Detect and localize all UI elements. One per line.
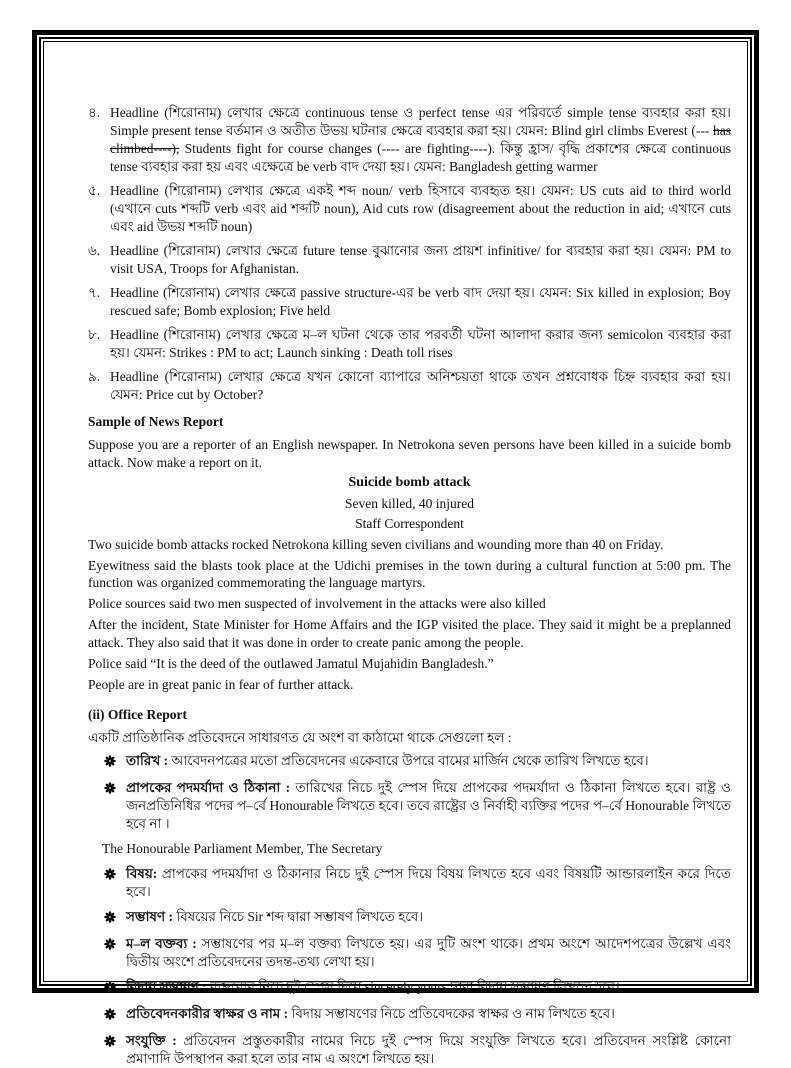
rule-text-segment: Headline (শিরোনাম) লেখার ক্ষেত্রে continuous tense ও perfect tense এর পরিবর্তে simple tense ব্যবহার করা হয়। Simple present tense বর্তমান ও অতীত উভয় ঘটনার ক্ষেত্রে ব্যবহার করা হয়। যেমন: Blind girl climbs Everest (--- [110,105,731,138]
news-title: Suicide bomb attack [348,475,471,490]
news-paragraph: After the incident, State Minister for Home Affairs and the IGP visited the place. They said it might be a preplanned attack. They also said that it was done in order to create panic among the people. [88,617,731,650]
rule-text-segment: Headline (শিরোনাম) লেখার ক্ষেত্রে future tense বুঝানোর জন্য প্রায়শ infinitive/ for ব্যবহার করা হয়। যেমন: PM to visit USA, Troops for Afghanistan. [110,243,731,276]
bullet-body-text: প্রাপকের পদমর্যাদা ও ঠিকানার নিচে দুই স্পেস দিয়ে বিষয় লিখতে হবে এবং বিষয়টি আন্ডারলাইন করে দিতে হবে। [126,866,731,899]
bullet-text [126,978,731,998]
rule-text [110,368,731,404]
rule-item [88,284,731,320]
rule-number: ৬. [88,243,101,258]
news-paragraph: Two suicide bomb attacks rocked Netrokona killing seven civilians and wounding more than 40 on Friday. [88,536,664,552]
news-paragraphs [88,536,731,694]
flower-icon [104,908,126,928]
office-report-heading: (ii) Office Report [88,707,187,722]
bullet-body-text: সম্ভাষণের পর ম–ল বক্তব্য লিখতে হয়। এর দুটি অংশ থাকে। প্রথম অংশে আদেশপত্রের উল্লেখ এবং দ্বিতীয় অংশে প্রতিবেদনের তদন্ত-তথ্য লেখা হয়। [126,936,731,969]
flower-icon [104,978,126,998]
rule-text-segment: Students fight for course changes (---- are fighting----). কিন্তু হ্রাস/ বৃদ্ধি প্রকাশের ক্ষেত্রে continuous tense ব্যবহার করা হয় এবং এক্ষেত্রে be verb বাদ দেয়া হয়। যেমন: Bangladesh getting warmer [110,141,731,174]
rule-text-segment: Headline (শিরোনাম) লেখার ক্ষেত্রে ম–ল ঘটনা থেকে তার পরবর্তী ঘটনা আলাদা করার জন্য semicolon ব্যবহার করা হয়। যেমন: Strikes : PM to act; Launch sinking : Death toll rises [110,327,731,360]
flower-icon [104,752,126,772]
rule-number: ৪. [88,105,101,120]
rule-text [110,104,731,176]
bullet-body-text: বিষয়ের নিচে Sir শব্দ দ্বারা সম্ভাষণ লিখতে হবে। [172,909,424,924]
page-border-outer [32,30,759,1066]
bullet-body-text: তারিখের নিচে দুই স্পেস দিয়ে প্রাপকের পদমর্যাদা ও ঠিকানা লিখতে হবে। রাষ্ট্র ও জনপ্রতিনিধির পদের প–র্বে Honourable লিখতে হবে। তবে রাষ্ট্রের ও নির্বাহী ব্যক্তির পদের প–র্বে Honourable লিখতে হবে না । [126,780,731,831]
bullet-label: প্রতিবেদনকারীর স্বাক্ষর ও নাম : [126,1006,289,1021]
bullet-label: সংযুক্তি : [126,1033,177,1048]
flower-icon [104,779,126,833]
news-report-heading: Sample of News Report [88,414,224,429]
bullet-text [126,752,731,772]
rule-number: ৫. [88,183,101,198]
headline-rules-list [88,104,731,404]
flower-icon [104,1032,126,1068]
news-report-intro: Suppose you are a reporter of an English newspaper. In Netrokona seven persons have been killed in a suicide bomb attack. Now make a report on it. [88,437,731,470]
rule-text-segment: has climbed----), [110,123,731,156]
rule-number: ৯. [88,369,101,384]
rule-item [88,182,731,236]
news-paragraph: Police sources said two men suspected of involvement in the attacks were also killed [88,596,546,611]
rule-item [88,104,731,176]
news-paragraph: People are in great panic in fear of further attack. [88,676,354,692]
bullet-body-text: প্রতিবেদন প্রস্তুতকারীর নামের নিচে দুই স্পেস দিয়ে সংযুক্তি লিখতে হবে। প্রতিবেদন সংশ্লিষ্ট কোনো প্রমাণাদি উপস্থাপন করা হলে তার নাম এ অংশে লিখতে হয়। [126,1033,731,1066]
rule-number: ৭. [88,285,101,300]
rule-text [110,242,731,278]
office-bullet-item [104,779,731,833]
page-border-middle [39,37,752,1066]
bullet-text [126,779,731,833]
office-bullet-item [104,935,731,971]
page-content [44,42,747,1068]
office-bullet-item [104,1032,731,1068]
office-bullets-top [88,752,731,833]
rule-number: ৮. [88,327,101,342]
bullet-text [126,908,731,928]
bullet-text [126,865,731,901]
office-bullet-item [104,908,731,928]
office-bullets-bottom [88,865,731,1068]
bullet-label: ম–ল বক্তব্য : [126,936,197,951]
office-address-line: The Honourable Parliament Member, The Secretary [102,841,383,856]
office-report-intro: একটি প্রাতিষ্ঠানিক প্রতিবেদনে সাধারণত যে অংশ বা কাঠামো থাকে সেগুলো হল : [88,730,512,745]
bullet-text [126,935,731,971]
rule-item [88,242,731,278]
flower-icon [104,1005,126,1025]
bullet-label: তারিখ : [126,753,169,768]
office-bullet-item [104,752,731,772]
office-bullet-item [104,978,731,998]
flower-icon [104,935,126,971]
rule-item [88,326,731,362]
office-bullet-item [104,865,731,901]
bullet-body-text: বক্তব্যের নিচে দুই স্পেস দিয়ে sincerely yours দ্বারা বিদায় সম্ভাষণ লিখতে হবে। [206,979,620,994]
rule-item [88,368,731,404]
bullet-body-text: আবেদনপত্রের মতো প্রতিবেদনের একেবারে উপরে বামের মার্জিন থেকে তারিখ লিখতে হবে। [168,753,649,768]
news-paragraph: Eyewitness said the blasts took place at the Udichi premises in the town during a cultural function at 5:00 pm. The function was organized commemorating the language martyrs. [88,557,731,590]
news-subtitle: Seven killed, 40 injured [345,495,474,511]
rule-text-segment: Headline (শিরোনাম) লেখার ক্ষেত্রে passive structure-এর be verb বাদ দেয়া হয়। যেমন: Six killed in explosion; Boy rescued safe; Bomb explosion; Five held [110,285,731,318]
rule-text-segment: Headline (শিরোনাম) লেখার ক্ষেত্রে যখন কোনো ব্যাপারে অনিশ্চয়তা থাকে তখন প্রশ্নবোধক চিহ্ন ব্যবহার করা হয়। যেমন: Price cut by October? [110,369,731,402]
rule-text-segment: Headline (শিরোনাম) লেখার ক্ষেত্রে একই শব্দ noun/ verb হিসাবে ব্যবহৃত হয়। যেমন: US cuts aid to third world (এখানে cuts শব্দটি verb এবং aid শব্দটি noun), Aid cuts row (disagreement about the reduction in aid; এখানে cuts এবং aid উভয় শব্দটি noun) [110,183,731,234]
rule-text [110,182,731,236]
bullet-label: সম্ভাষণ : [126,909,173,924]
bullet-label: বিষয়: [126,866,158,881]
rule-text [110,326,731,362]
bullet-text [126,1005,731,1025]
news-byline: Staff Correspondent [355,516,464,531]
bullet-text [126,1032,731,1068]
bullet-label: প্রাপকের পদমর্যাদা ও ঠিকানা : [126,780,291,795]
bullet-body-text: বিদায় সম্ভাষণের নিচে প্রতিবেদকের স্বাক্ষর ও নাম লিখতে হবে। [288,1006,615,1021]
page-border-inner [43,41,748,1066]
rule-text [110,284,731,320]
bullet-label: বিদায় সম্ভাষণ : [126,979,207,994]
news-paragraph: Police said “It is the deed of the outlawed Jamatul Mujahidin Bangladesh.” [88,655,494,671]
office-bullet-item [104,1005,731,1025]
flower-icon [104,865,126,901]
